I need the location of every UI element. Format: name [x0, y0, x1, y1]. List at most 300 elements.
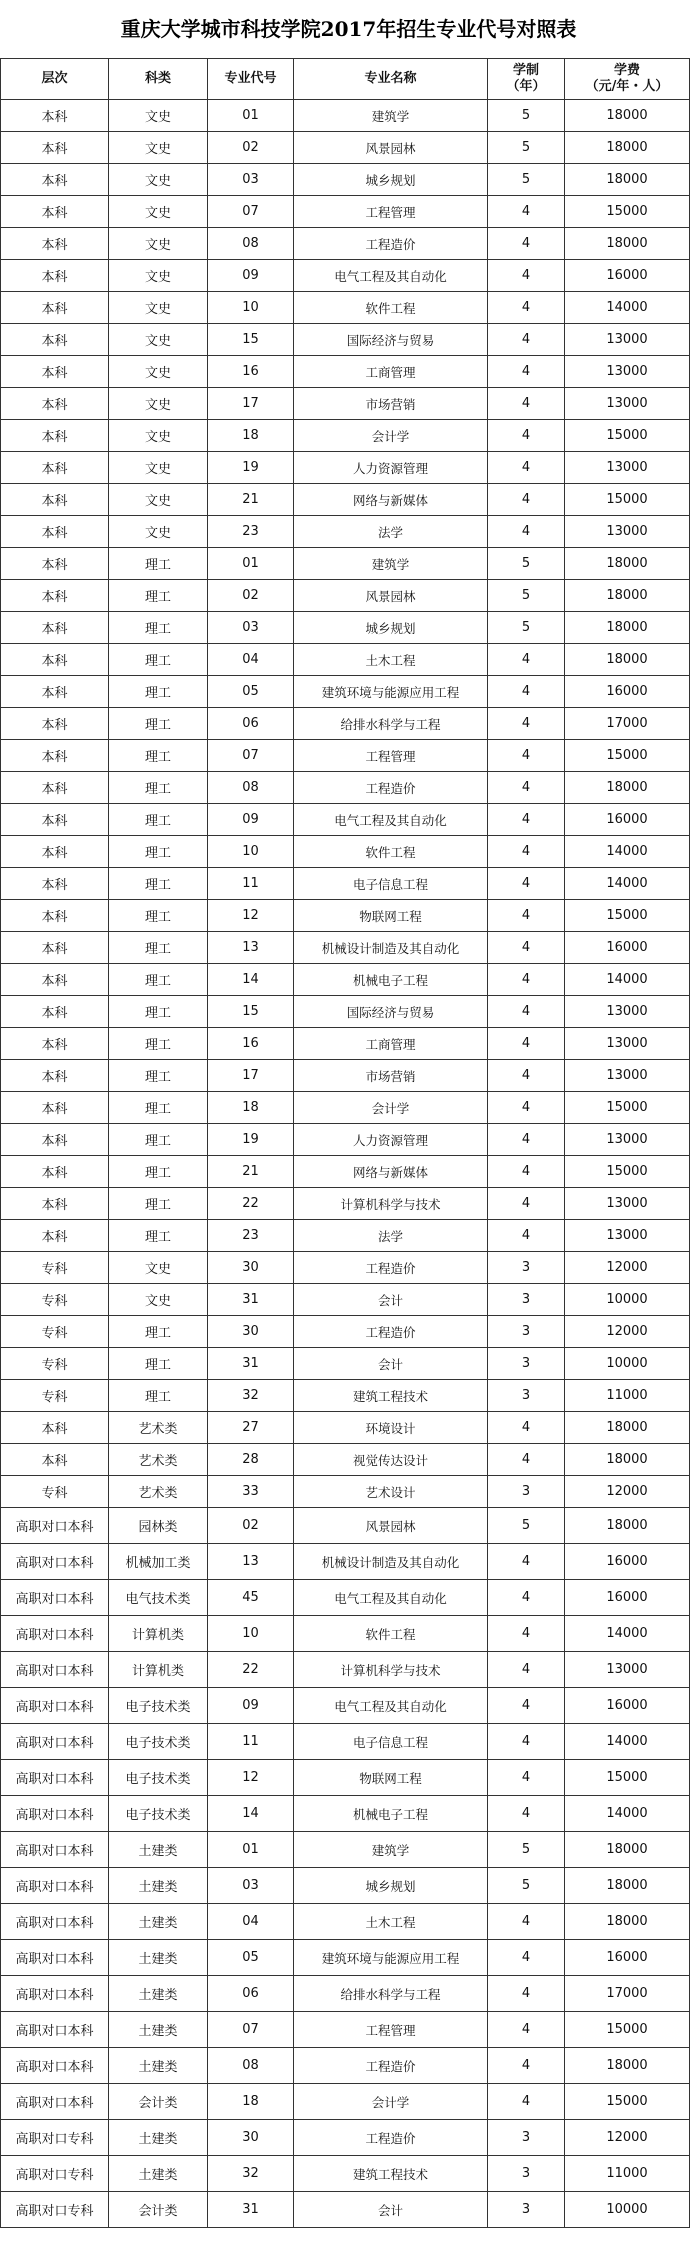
cell-major: 工程造价: [294, 2048, 488, 2084]
cell-category: 会计类: [109, 2084, 208, 2120]
cell-category: 文史: [109, 228, 208, 260]
cell-code: 08: [208, 228, 294, 260]
cell-level: 本科: [1, 292, 109, 324]
cell-code: 07: [208, 196, 294, 228]
cell-code: 08: [208, 772, 294, 804]
cell-major: 工程管理: [294, 740, 488, 772]
cell-major: 工商管理: [294, 1028, 488, 1060]
cell-duration: 4: [488, 324, 565, 356]
table-row: [1, 388, 690, 420]
cell-category: 理工: [109, 1188, 208, 1220]
cell-level: 本科: [1, 1028, 109, 1060]
cell-category: 理工: [109, 1316, 208, 1348]
cell-major: 会计: [294, 2192, 488, 2228]
cell-category: 电子技术类: [109, 1724, 208, 1760]
cell-tuition: 18000: [565, 164, 690, 196]
cell-major: 人力资源管理: [294, 1124, 488, 1156]
table-row: [1, 516, 690, 548]
cell-major: 法学: [294, 516, 488, 548]
cell-code: 19: [208, 452, 294, 484]
cell-duration: 4: [488, 1976, 565, 2012]
table-row: [1, 1904, 690, 1940]
cell-major: 建筑学: [294, 548, 488, 580]
cell-code: 09: [208, 260, 294, 292]
cell-major: 电子信息工程: [294, 1724, 488, 1760]
table-row: [1, 1508, 690, 1544]
cell-major: 建筑学: [294, 1832, 488, 1868]
cell-duration: 4: [488, 2084, 565, 2120]
cell-tuition: 18000: [565, 548, 690, 580]
cell-major: 人力资源管理: [294, 452, 488, 484]
cell-major: 电子信息工程: [294, 868, 488, 900]
cell-level: 本科: [1, 1220, 109, 1252]
cell-code: 12: [208, 900, 294, 932]
table-row: [1, 740, 690, 772]
table-row: [1, 1060, 690, 1092]
table-row: [1, 1580, 690, 1616]
cell-level: 高职对口本科: [1, 1904, 109, 1940]
cell-category: 理工: [109, 1348, 208, 1380]
cell-level: 本科: [1, 1412, 109, 1444]
table-row: [1, 1940, 690, 1976]
cell-code: 11: [208, 1724, 294, 1760]
cell-major: 工程造价: [294, 1252, 488, 1284]
table-row: [1, 836, 690, 868]
cell-code: 02: [208, 132, 294, 164]
cell-major: 机械设计制造及其自动化: [294, 1544, 488, 1580]
cell-duration: 3: [488, 1284, 565, 1316]
cell-code: 07: [208, 2012, 294, 2048]
cell-duration: 4: [488, 836, 565, 868]
cell-tuition: 16000: [565, 1580, 690, 1616]
cell-level: 专科: [1, 1252, 109, 1284]
cell-tuition: 14000: [565, 964, 690, 996]
cell-category: 计算机类: [109, 1652, 208, 1688]
cell-code: 03: [208, 164, 294, 196]
cell-tuition: 15000: [565, 484, 690, 516]
cell-tuition: 18000: [565, 1904, 690, 1940]
cell-level: 高职对口本科: [1, 1616, 109, 1652]
cell-level: 本科: [1, 484, 109, 516]
cell-tuition: 16000: [565, 932, 690, 964]
cell-duration: 3: [488, 2120, 565, 2156]
table-row: [1, 1092, 690, 1124]
table-row: [1, 868, 690, 900]
cell-major: 国际经济与贸易: [294, 324, 488, 356]
cell-code: 16: [208, 356, 294, 388]
cell-duration: 4: [488, 900, 565, 932]
table-row: [1, 1444, 690, 1476]
cell-level: 专科: [1, 1316, 109, 1348]
table-row: [1, 804, 690, 836]
cell-major: 城乡规划: [294, 612, 488, 644]
cell-tuition: 15000: [565, 420, 690, 452]
cell-level: 本科: [1, 196, 109, 228]
cell-level: 高职对口专科: [1, 2120, 109, 2156]
cell-level: 本科: [1, 260, 109, 292]
cell-level: 高职对口本科: [1, 1508, 109, 1544]
cell-category: 文史: [109, 1252, 208, 1284]
cell-tuition: 18000: [565, 580, 690, 612]
cell-level: 高职对口本科: [1, 1544, 109, 1580]
cell-category: 土建类: [109, 1940, 208, 1976]
cell-code: 21: [208, 484, 294, 516]
cell-category: 文史: [109, 260, 208, 292]
cell-category: 理工: [109, 644, 208, 676]
cell-tuition: 13000: [565, 1220, 690, 1252]
cell-level: 本科: [1, 388, 109, 420]
table-row: [1, 676, 690, 708]
cell-tuition: 12000: [565, 1316, 690, 1348]
table-row: [1, 2120, 690, 2156]
cell-level: 专科: [1, 1284, 109, 1316]
cell-tuition: 16000: [565, 1544, 690, 1580]
cell-code: 01: [208, 548, 294, 580]
table-row: [1, 1616, 690, 1652]
cell-category: 文史: [109, 388, 208, 420]
cell-duration: 3: [488, 1316, 565, 1348]
cell-duration: 4: [488, 196, 565, 228]
table-row: [1, 900, 690, 932]
cell-code: 22: [208, 1652, 294, 1688]
cell-duration: 4: [488, 2048, 565, 2084]
cell-major: 机械电子工程: [294, 1796, 488, 1832]
cell-level: 本科: [1, 164, 109, 196]
cell-duration: 4: [488, 1652, 565, 1688]
cell-level: 高职对口本科: [1, 2048, 109, 2084]
cell-level: 高职对口本科: [1, 1832, 109, 1868]
cell-tuition: 13000: [565, 516, 690, 548]
table-row: [1, 2048, 690, 2084]
cell-code: 04: [208, 1904, 294, 1940]
cell-code: 06: [208, 1976, 294, 2012]
cell-duration: 4: [488, 388, 565, 420]
cell-duration: 5: [488, 1832, 565, 1868]
table-row: [1, 1124, 690, 1156]
cell-code: 19: [208, 1124, 294, 1156]
cell-tuition: 18000: [565, 100, 690, 132]
cell-tuition: 13000: [565, 1028, 690, 1060]
cell-tuition: 15000: [565, 2084, 690, 2120]
cell-category: 理工: [109, 1060, 208, 1092]
cell-major: 给排水科学与工程: [294, 1976, 488, 2012]
cell-duration: 4: [488, 1188, 565, 1220]
cell-tuition: 15000: [565, 740, 690, 772]
cell-code: 09: [208, 1688, 294, 1724]
cell-duration: 4: [488, 516, 565, 548]
cell-tuition: 14000: [565, 292, 690, 324]
cell-duration: 4: [488, 1616, 565, 1652]
cell-code: 28: [208, 1444, 294, 1476]
cell-duration: 3: [488, 2192, 565, 2228]
cell-tuition: 13000: [565, 356, 690, 388]
cell-duration: 4: [488, 1724, 565, 1760]
cell-major: 国际经济与贸易: [294, 996, 488, 1028]
cell-code: 30: [208, 1252, 294, 1284]
cell-major: 建筑工程技术: [294, 2156, 488, 2192]
table-row: [1, 1724, 690, 1760]
cell-level: 本科: [1, 356, 109, 388]
cell-code: 05: [208, 1940, 294, 1976]
cell-tuition: 14000: [565, 1796, 690, 1832]
cell-level: 本科: [1, 1092, 109, 1124]
table-row: [1, 196, 690, 228]
cell-tuition: 10000: [565, 2192, 690, 2228]
cell-duration: 4: [488, 1060, 565, 1092]
cell-level: 本科: [1, 1060, 109, 1092]
table-row: [1, 612, 690, 644]
cell-category: 理工: [109, 740, 208, 772]
cell-level: 本科: [1, 708, 109, 740]
cell-code: 15: [208, 996, 294, 1028]
table-row: [1, 1868, 690, 1904]
cell-category: 土建类: [109, 2156, 208, 2192]
cell-code: 31: [208, 1348, 294, 1380]
cell-tuition: 11000: [565, 1380, 690, 1412]
table-row: [1, 1380, 690, 1412]
cell-code: 32: [208, 1380, 294, 1412]
cell-duration: 4: [488, 2012, 565, 2048]
cell-tuition: 11000: [565, 2156, 690, 2192]
cell-level: 高职对口本科: [1, 2084, 109, 2120]
cell-major: 工程管理: [294, 2012, 488, 2048]
cell-duration: 4: [488, 1544, 565, 1580]
cell-level: 本科: [1, 644, 109, 676]
table-row: [1, 996, 690, 1028]
cell-category: 土建类: [109, 1868, 208, 1904]
col-header-level: 层次: [1, 59, 109, 100]
cell-category: 文史: [109, 100, 208, 132]
cell-tuition: 16000: [565, 804, 690, 836]
cell-code: 31: [208, 1284, 294, 1316]
table-row: [1, 356, 690, 388]
cell-tuition: 10000: [565, 1284, 690, 1316]
cell-category: 土建类: [109, 2012, 208, 2048]
cell-level: 本科: [1, 740, 109, 772]
cell-code: 23: [208, 516, 294, 548]
table-row: [1, 1688, 690, 1724]
cell-code: 02: [208, 1508, 294, 1544]
cell-level: 本科: [1, 1124, 109, 1156]
cell-major: 风景园林: [294, 580, 488, 612]
cell-duration: 4: [488, 1760, 565, 1796]
cell-code: 04: [208, 644, 294, 676]
cell-category: 理工: [109, 868, 208, 900]
cell-tuition: 18000: [565, 228, 690, 260]
cell-tuition: 18000: [565, 1412, 690, 1444]
cell-level: 高职对口本科: [1, 1724, 109, 1760]
col-header-tuition: 学费 （元/年・人）: [565, 59, 690, 100]
cell-tuition: 13000: [565, 452, 690, 484]
cell-duration: 4: [488, 1688, 565, 1724]
cell-level: 高职对口本科: [1, 1688, 109, 1724]
table-row: [1, 1796, 690, 1832]
cell-duration: 4: [488, 1092, 565, 1124]
cell-major: 会计: [294, 1348, 488, 1380]
table-row: [1, 1544, 690, 1580]
cell-level: 本科: [1, 100, 109, 132]
cell-major: 软件工程: [294, 836, 488, 868]
cell-tuition: 16000: [565, 676, 690, 708]
cell-code: 07: [208, 740, 294, 772]
cell-level: 本科: [1, 612, 109, 644]
cell-tuition: 14000: [565, 1724, 690, 1760]
table-row: [1, 2084, 690, 2120]
cell-tuition: 10000: [565, 1348, 690, 1380]
table-row: [1, 548, 690, 580]
table-row: [1, 1028, 690, 1060]
cell-tuition: 13000: [565, 996, 690, 1028]
cell-major: 计算机科学与技术: [294, 1652, 488, 1688]
cell-level: 本科: [1, 548, 109, 580]
cell-level: 本科: [1, 1188, 109, 1220]
cell-category: 文史: [109, 132, 208, 164]
cell-tuition: 15000: [565, 196, 690, 228]
cell-duration: 4: [488, 1124, 565, 1156]
cell-category: 文史: [109, 292, 208, 324]
cell-category: 艺术类: [109, 1444, 208, 1476]
table-row: [1, 100, 690, 132]
cell-duration: 4: [488, 1220, 565, 1252]
cell-code: 13: [208, 932, 294, 964]
cell-code: 31: [208, 2192, 294, 2228]
cell-major: 给排水科学与工程: [294, 708, 488, 740]
table-row: [1, 1284, 690, 1316]
cell-code: 16: [208, 1028, 294, 1060]
cell-duration: 4: [488, 228, 565, 260]
table-row: [1, 1316, 690, 1348]
cell-major: 工程造价: [294, 2120, 488, 2156]
cell-level: 高职对口本科: [1, 1796, 109, 1832]
table-row: [1, 964, 690, 996]
cell-tuition: 17000: [565, 708, 690, 740]
cell-level: 专科: [1, 1348, 109, 1380]
table-header: [1, 59, 690, 100]
cell-major: 工商管理: [294, 356, 488, 388]
cell-tuition: 14000: [565, 868, 690, 900]
cell-code: 17: [208, 1060, 294, 1092]
table-row: [1, 132, 690, 164]
table-row: [1, 260, 690, 292]
cell-tuition: 18000: [565, 1832, 690, 1868]
cell-major: 电气工程及其自动化: [294, 1688, 488, 1724]
cell-duration: 4: [488, 260, 565, 292]
cell-code: 02: [208, 580, 294, 612]
cell-level: 本科: [1, 324, 109, 356]
cell-code: 17: [208, 388, 294, 420]
cell-duration: 4: [488, 1028, 565, 1060]
cell-major: 风景园林: [294, 132, 488, 164]
table-row: [1, 1976, 690, 2012]
table-row: [1, 164, 690, 196]
cell-tuition: 13000: [565, 388, 690, 420]
cell-major: 市场营销: [294, 388, 488, 420]
cell-category: 文史: [109, 1284, 208, 1316]
cell-code: 33: [208, 1476, 294, 1508]
cell-level: 本科: [1, 900, 109, 932]
cell-category: 文史: [109, 196, 208, 228]
cell-major: 环境设计: [294, 1412, 488, 1444]
cell-category: 土建类: [109, 1832, 208, 1868]
cell-tuition: 12000: [565, 1476, 690, 1508]
cell-major: 工程管理: [294, 196, 488, 228]
cell-level: 高职对口本科: [1, 1976, 109, 2012]
table-row: [1, 324, 690, 356]
cell-code: 21: [208, 1156, 294, 1188]
cell-duration: 5: [488, 100, 565, 132]
cell-duration: 4: [488, 932, 565, 964]
cell-duration: 4: [488, 1156, 565, 1188]
cell-major: 视觉传达设计: [294, 1444, 488, 1476]
cell-major: 软件工程: [294, 1616, 488, 1652]
table-row: [1, 1760, 690, 1796]
cell-level: 本科: [1, 676, 109, 708]
table-row: [1, 1156, 690, 1188]
cell-category: 土建类: [109, 2048, 208, 2084]
col-header-code: 专业代号: [208, 59, 294, 100]
cell-code: 01: [208, 1832, 294, 1868]
cell-level: 本科: [1, 1156, 109, 1188]
cell-major: 艺术设计: [294, 1476, 488, 1508]
cell-category: 理工: [109, 1124, 208, 1156]
table-row: [1, 708, 690, 740]
cell-code: 11: [208, 868, 294, 900]
cell-duration: 4: [488, 740, 565, 772]
cell-tuition: 15000: [565, 1156, 690, 1188]
cell-category: 艺术类: [109, 1476, 208, 1508]
cell-category: 文史: [109, 164, 208, 196]
cell-tuition: 18000: [565, 1508, 690, 1544]
cell-major: 建筑环境与能源应用工程: [294, 676, 488, 708]
cell-category: 电子技术类: [109, 1688, 208, 1724]
cell-code: 23: [208, 1220, 294, 1252]
cell-category: 文史: [109, 484, 208, 516]
cell-tuition: 18000: [565, 772, 690, 804]
cell-tuition: 18000: [565, 1868, 690, 1904]
header-row: [1, 59, 690, 100]
cell-level: 高职对口本科: [1, 2012, 109, 2048]
cell-duration: 5: [488, 132, 565, 164]
cell-category: 理工: [109, 1092, 208, 1124]
cell-code: 12: [208, 1760, 294, 1796]
cell-duration: 4: [488, 1796, 565, 1832]
cell-duration: 4: [488, 292, 565, 324]
cell-category: 理工: [109, 612, 208, 644]
cell-category: 电子技术类: [109, 1796, 208, 1832]
cell-level: 高职对口专科: [1, 2192, 109, 2228]
cell-code: 06: [208, 708, 294, 740]
cell-duration: 3: [488, 1252, 565, 1284]
cell-duration: 4: [488, 772, 565, 804]
cell-tuition: 18000: [565, 644, 690, 676]
cell-tuition: 15000: [565, 1092, 690, 1124]
col-header-major: 专业名称: [294, 59, 488, 100]
cell-tuition: 13000: [565, 1124, 690, 1156]
cell-major: 网络与新媒体: [294, 1156, 488, 1188]
table-row: [1, 1188, 690, 1220]
cell-category: 理工: [109, 772, 208, 804]
cell-code: 10: [208, 836, 294, 868]
cell-duration: 3: [488, 1476, 565, 1508]
cell-tuition: 12000: [565, 1252, 690, 1284]
cell-duration: 4: [488, 1580, 565, 1616]
cell-category: 电气技术类: [109, 1580, 208, 1616]
cell-major: 会计学: [294, 2084, 488, 2120]
cell-duration: 4: [488, 1412, 565, 1444]
cell-major: 网络与新媒体: [294, 484, 488, 516]
cell-level: 本科: [1, 772, 109, 804]
cell-tuition: 13000: [565, 1060, 690, 1092]
